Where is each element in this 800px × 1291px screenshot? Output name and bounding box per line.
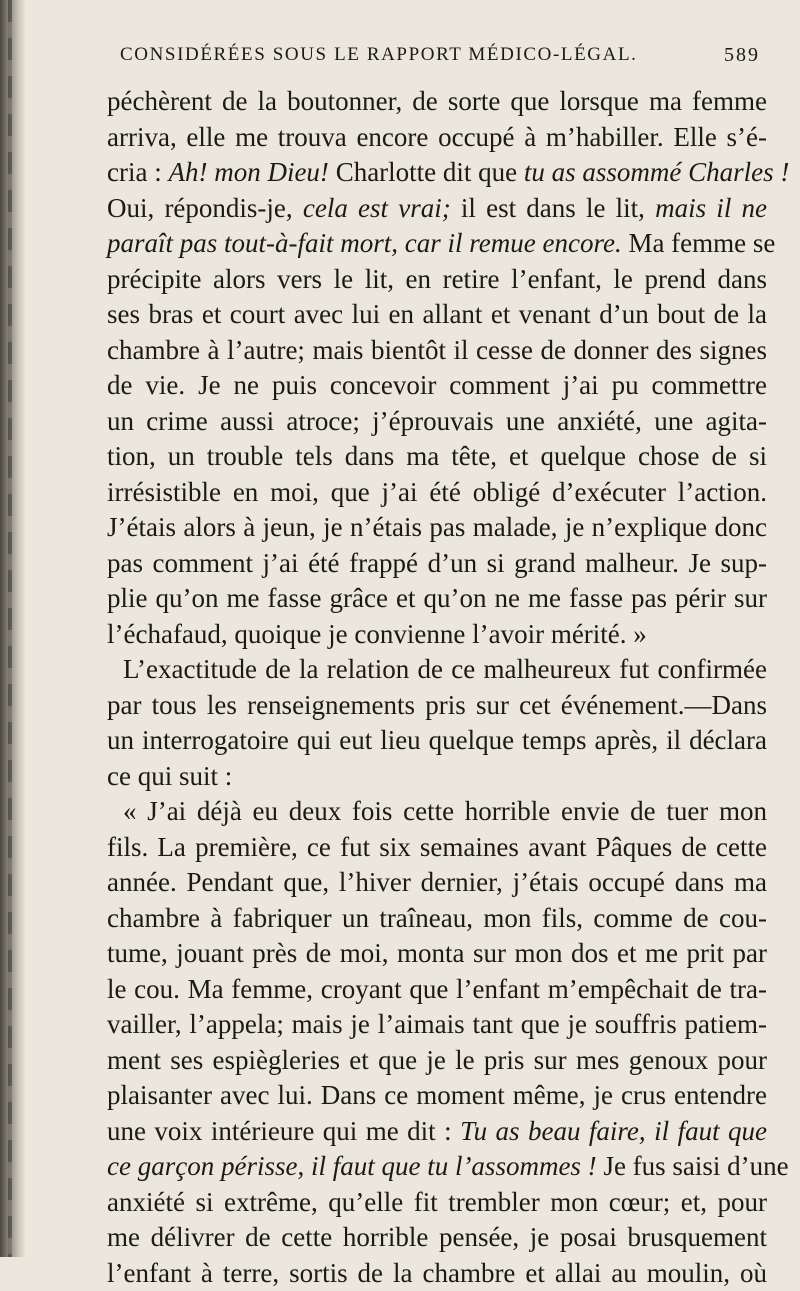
text-line bbox=[107, 1114, 767, 1150]
text-segment: plie qu’on me fasse grâce et qu’on ne me fasse pas périr sur bbox=[107, 583, 767, 613]
text-segment: pas comment j’ai été frappé d’un si grand malheur. Je sup- bbox=[107, 548, 767, 578]
running-head bbox=[120, 44, 760, 74]
text-line bbox=[107, 439, 767, 475]
text-line bbox=[107, 652, 767, 688]
italic-text-segment: Ah! mon Dieu! bbox=[168, 157, 328, 187]
text-segment: il est dans le lit, bbox=[451, 193, 655, 223]
text-line bbox=[107, 262, 767, 298]
book-binding-edge bbox=[0, 0, 26, 1257]
italic-text-segment: cela est vrai; bbox=[303, 193, 451, 223]
text-line bbox=[107, 297, 767, 333]
text-segment: ce qui suit : bbox=[107, 761, 232, 791]
text-segment: l’échafaud, quoique je convienne l’avoir mérité. » bbox=[107, 619, 647, 649]
italic-text-segment: tu as assommé Charles ! bbox=[524, 157, 790, 187]
text-segment: un crime aussi atroce; j’éprouvais une anxiété, une agita- bbox=[107, 406, 767, 436]
text-line bbox=[107, 1043, 767, 1079]
text-segment: Charlotte dit que bbox=[329, 157, 524, 187]
text-segment: fils. La première, ce fut six semaines avant Pâques de cette bbox=[107, 832, 767, 862]
text-line bbox=[107, 1149, 767, 1185]
text-line bbox=[107, 972, 767, 1008]
italic-text-segment: ce garçon périsse, il faut que tu l’assommes ! bbox=[107, 1151, 597, 1181]
text-line bbox=[107, 1220, 767, 1256]
text-line bbox=[107, 120, 767, 156]
page-number: 589 bbox=[724, 44, 760, 67]
text-line bbox=[107, 1256, 767, 1291]
text-segment: Oui, répondis-je, bbox=[107, 193, 303, 223]
text-segment: L’exactitude de la relation de ce malheureux fut confirmée bbox=[123, 654, 767, 684]
text-line bbox=[107, 191, 767, 227]
text-line bbox=[107, 794, 767, 830]
text-segment: me délivrer de cette horrible pensée, je posai brusquement bbox=[107, 1222, 767, 1252]
text-segment: tion, un trouble tels dans ma tête, et quelque chose de si bbox=[107, 441, 767, 471]
text-segment: ment ses espiègleries et que je le pris sur mes genoux pour bbox=[107, 1045, 767, 1075]
text-line bbox=[107, 333, 767, 369]
text-line bbox=[107, 1185, 767, 1221]
text-segment: plaisanter avec lui. Dans ce moment même, je crus entendre bbox=[107, 1080, 767, 1110]
text-segment: précipite alors vers le lit, en retire l’enfant, le prend dans bbox=[107, 264, 767, 294]
text-line bbox=[107, 936, 767, 972]
text-line bbox=[107, 84, 767, 120]
text-segment: Je fus saisi d’une bbox=[597, 1151, 789, 1181]
text-segment: « J’ai déjà eu deux fois cette horrible envie de tuer mon bbox=[123, 796, 767, 826]
text-segment: cria : bbox=[107, 157, 168, 187]
italic-text-segment: Tu as beau faire, il faut que bbox=[460, 1116, 767, 1146]
text-segment: péchèrent de la boutonner, de sorte que lorsque ma femme bbox=[107, 86, 767, 116]
text-line bbox=[107, 865, 767, 901]
text-line bbox=[107, 617, 767, 653]
text-line bbox=[107, 1007, 767, 1043]
italic-text-segment: paraît pas tout-à-fait mort, car il remue encore. bbox=[107, 228, 622, 258]
text-segment: une voix intérieure qui me dit : bbox=[107, 1116, 460, 1146]
text-line bbox=[107, 901, 767, 937]
running-title: CONSIDÉRÉES SOUS LE RAPPORT MÉDICO-LÉGAL. bbox=[120, 44, 638, 66]
text-line bbox=[107, 830, 767, 866]
text-segment: tume, jouant près de moi, monta sur mon dos et me prit par bbox=[107, 938, 767, 968]
text-line bbox=[107, 1078, 767, 1114]
text-segment: par tous les renseignements pris sur cet événement.—Dans bbox=[107, 690, 767, 720]
text-segment: arriva, elle me trouva encore occupé à m’habiller. Elle s’é- bbox=[107, 122, 767, 152]
text-segment: anxiété si extrême, qu’elle fit trembler mon cœur; et, pour bbox=[107, 1187, 767, 1217]
italic-text-segment: mais il ne bbox=[655, 193, 767, 223]
text-line bbox=[107, 404, 767, 440]
text-segment: le cou. Ma femme, croyant que l’enfant m’empêchait de tra- bbox=[107, 974, 767, 1004]
text-segment: chambre à l’autre; mais bientôt il cesse de donner des signes bbox=[107, 335, 767, 365]
text-segment: ses bras et court avec lui en allant et venant d’un bout de la bbox=[107, 299, 767, 329]
text-line bbox=[107, 368, 767, 404]
text-segment: vailler, l’appela; mais je l’aimais tant que je souffris patiem- bbox=[107, 1009, 767, 1039]
text-line bbox=[107, 475, 767, 511]
text-line bbox=[107, 723, 767, 759]
text-line bbox=[107, 155, 767, 191]
text-segment: l’enfant à terre, sortis de la chambre et allai au moulin, où bbox=[107, 1258, 767, 1288]
text-line bbox=[107, 581, 767, 617]
text-segment: irrésistible en moi, que j’ai été obligé d’exécuter l’action. bbox=[107, 477, 767, 507]
text-line bbox=[107, 688, 767, 724]
text-segment: de vie. Je ne puis concevoir comment j’ai pu commettre bbox=[107, 370, 767, 400]
text-line bbox=[107, 226, 767, 262]
text-segment: un interrogatoire qui eut lieu quelque temps après, il déclara bbox=[107, 725, 767, 755]
body-text bbox=[107, 84, 767, 1291]
text-line bbox=[107, 510, 767, 546]
text-line bbox=[107, 759, 767, 795]
text-segment: chambre à fabriquer un traîneau, mon fils, comme de cou- bbox=[107, 903, 767, 933]
text-line bbox=[107, 546, 767, 582]
text-segment: Ma femme se bbox=[622, 228, 776, 258]
text-segment: J’étais alors à jeun, je n’étais pas malade, je n’explique donc bbox=[107, 512, 767, 542]
text-segment: année. Pendant que, l’hiver dernier, j’étais occupé dans ma bbox=[107, 867, 767, 897]
